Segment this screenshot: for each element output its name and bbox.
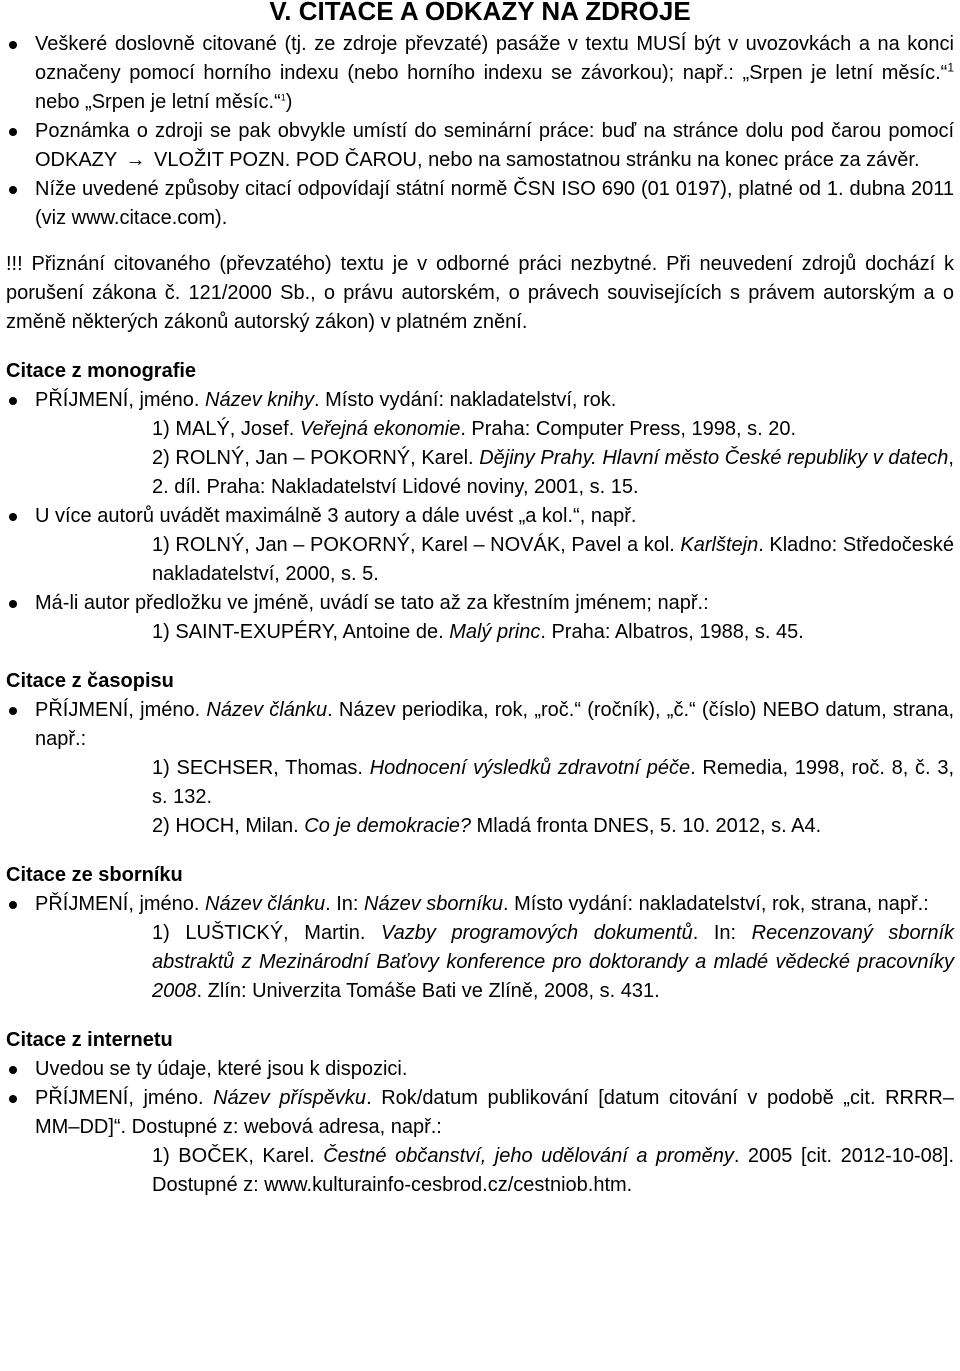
citation-text: . Místo vydání: nakladatelství, rok, strana, např.: — [502, 893, 929, 915]
list-item — [6, 890, 954, 1006]
copyright-warning: !!! Přiznání citovaného (převzatého) textu je v odborné práci nezbytné. Při neuvedení zdrojů dochází k porušení zákona č. 121/2000 Sb., o právu autorském, o právech souvisejících s právem autorským a o změně některých zákonů autorský zákon) v platném znění. — [6, 253, 954, 333]
list-item — [6, 696, 954, 841]
list-item — [6, 30, 954, 117]
citation-title-text: Dějiny Prahy. Hlavní město České republiky v datech — [479, 447, 949, 469]
citation-text: . Název periodika, rok, „roč.“ (ročník), „č.“ (číslo) NEBO datum, strana, např.: — [35, 699, 954, 750]
example — [35, 415, 954, 444]
citation-text: . In: — [325, 893, 365, 915]
citation-title-text: Hodnocení výsledků zdravotní péče — [369, 757, 691, 779]
citation-title-text: Co je demokracie? — [304, 815, 471, 837]
example — [35, 444, 954, 502]
intro-text: nebo „Srpen je letní měsíc.“ — [35, 91, 281, 113]
citation-text: . Zlín: Univerzita Tomáše Bati ve Zlíně, 2008, s. 431. — [196, 980, 660, 1002]
citation-text: . Rok/datum publikování [datum citování v podobě „cit. RRRR–MM–DD]“. Dostupné z: webová adresa, např.: — [35, 1087, 954, 1138]
citation-text: . Místo vydání: nakladatelství, rok. — [313, 389, 617, 411]
citation-title-text: Karlštejn — [680, 534, 759, 556]
citation-text: 1) ROLNÝ, Jan – POKORNÝ, Karel – NOVÁK, Pavel a kol. — [152, 534, 681, 556]
citation-text: . In: — [692, 922, 752, 944]
example — [35, 812, 954, 841]
citation-title-text: Název příspěvku — [213, 1087, 367, 1109]
section-heading-monografie: Citace z monografie — [6, 360, 197, 382]
citation-title-text: Veřejná ekonomie — [299, 418, 461, 440]
citation-title-text: Název knihy — [205, 389, 314, 411]
list-item — [6, 502, 954, 589]
example — [35, 754, 954, 812]
example — [35, 531, 954, 589]
citation-text: 1) BOČEK, Karel. — [152, 1145, 324, 1167]
arrow-right-icon: → — [125, 149, 146, 171]
intro-text: VLOŽIT POZN. POD ČAROU, nebo na samostatnou stránku na konec práce za závěr. — [154, 149, 920, 171]
list-item: Uvedou se ty údaje, které jsou k dispozici. — [6, 1055, 954, 1084]
intro-text: Veškeré doslovně citované (tj. ze zdroje převzaté) pasáže v textu MUSÍ být v uvozovkách a na konci označeny pomocí horního indexu (nebo horního indexu se závorkou); např.: „Srpen je letní měsíc.“ — [35, 33, 954, 84]
citation-title-text: Název sborníku — [364, 893, 503, 915]
internet-list — [6, 1055, 954, 1200]
list-item — [6, 117, 954, 175]
superscript-index: 1 — [280, 92, 286, 103]
example — [35, 1142, 954, 1200]
citation-text: 1) MALÝ, Josef. — [152, 418, 300, 440]
citation-title-text: Čestné občanství, jeho udělování a proměny — [323, 1145, 734, 1167]
citation-text: . Praha: Albatros, 1988, s. 45. — [540, 621, 804, 643]
list-item: Níže uvedené způsoby citací odpovídají státní normě ČSN ISO 690 (01 0197), platné od 1. dubna 2011 (viz www.citace.com). — [6, 175, 954, 233]
citation-text: PŘÍJMENÍ, jméno. — [35, 699, 207, 721]
citation-text: PŘÍJMENÍ, jméno. — [35, 389, 206, 411]
section-heading-casopis: Citace z časopisu — [6, 670, 174, 692]
list-item — [6, 1084, 954, 1200]
citation-text: Má-li autor předložku ve jméně, uvádí se tato až za křestním jménem; např.: — [35, 592, 709, 614]
citation-text: . 2005 [cit. 2012-10-08]. Dostupné z: www.kulturainfo-cesbrod.cz/cestniob.htm. — [152, 1145, 954, 1196]
citation-text: U více autorů uvádět maximálně 3 autory a dále uvést „a kol.“, např. — [35, 505, 637, 527]
citation-text: 1) SAINT-EXUPÉRY, Antoine de. — [152, 621, 450, 643]
citation-title-text: Vazby programových dokumentů — [381, 922, 693, 944]
list-item — [6, 386, 954, 502]
citation-text: PŘÍJMENÍ, jméno. — [35, 1087, 214, 1109]
citation-text: . Praha: Computer Press, 1998, s. 20. — [460, 418, 797, 440]
citation-text: . Remedia, 1998, roč. 8, č. 3, s. 132. — [152, 757, 955, 808]
sbornik-list — [6, 890, 954, 1006]
intro-list — [6, 30, 954, 233]
intro-text: ) — [285, 91, 293, 113]
superscript-index: 1 — [947, 60, 954, 75]
citation-title-text: Název článku — [206, 699, 328, 721]
citation-text: , 2. díl. Praha: Nakladatelství Lidové noviny, 2001, s. 15. — [152, 447, 954, 498]
page-title: V. CITACE A ODKAZY NA ZDROJE — [269, 0, 691, 26]
monografie-list — [6, 386, 954, 647]
section-heading-sbornik: Citace ze sborníku — [6, 864, 183, 886]
citation-text: Mladá fronta DNES, 5. 10. 2012, s. A4. — [471, 815, 822, 837]
citation-text: 1) SECHSER, Thomas. — [152, 757, 370, 779]
citation-title-text: Recenzovaný sborník abstraktů z Mezinárodní Baťovy konference pro doktorandy a mladé vědecké pracovníky 2008 — [152, 922, 955, 1002]
citation-text: 2) ROLNÝ, Jan – POKORNÝ, Karel. — [152, 447, 480, 469]
section-heading-internet: Citace z internetu — [6, 1029, 173, 1051]
citation-text: PŘÍJMENÍ, jméno. — [35, 893, 206, 915]
citation-title-text: Malý princ — [449, 621, 541, 643]
example — [35, 618, 954, 647]
list-item — [6, 589, 954, 647]
casopis-list — [6, 696, 954, 841]
citation-text: 2) HOCH, Milan. — [152, 815, 305, 837]
example — [35, 919, 954, 1006]
citation-text: . Kladno: Středočeské nakladatelství, 2000, s. 5. — [152, 534, 954, 585]
intro-text: Poznámka o zdroji se pak obvykle umístí do seminární práce: buď na stránce dolu pod čarou pomocí ODKAZY — [35, 120, 954, 171]
citation-text: 1) LUŠTICKÝ, Martin. — [152, 922, 382, 944]
citation-title-text: Název článku — [205, 893, 326, 915]
